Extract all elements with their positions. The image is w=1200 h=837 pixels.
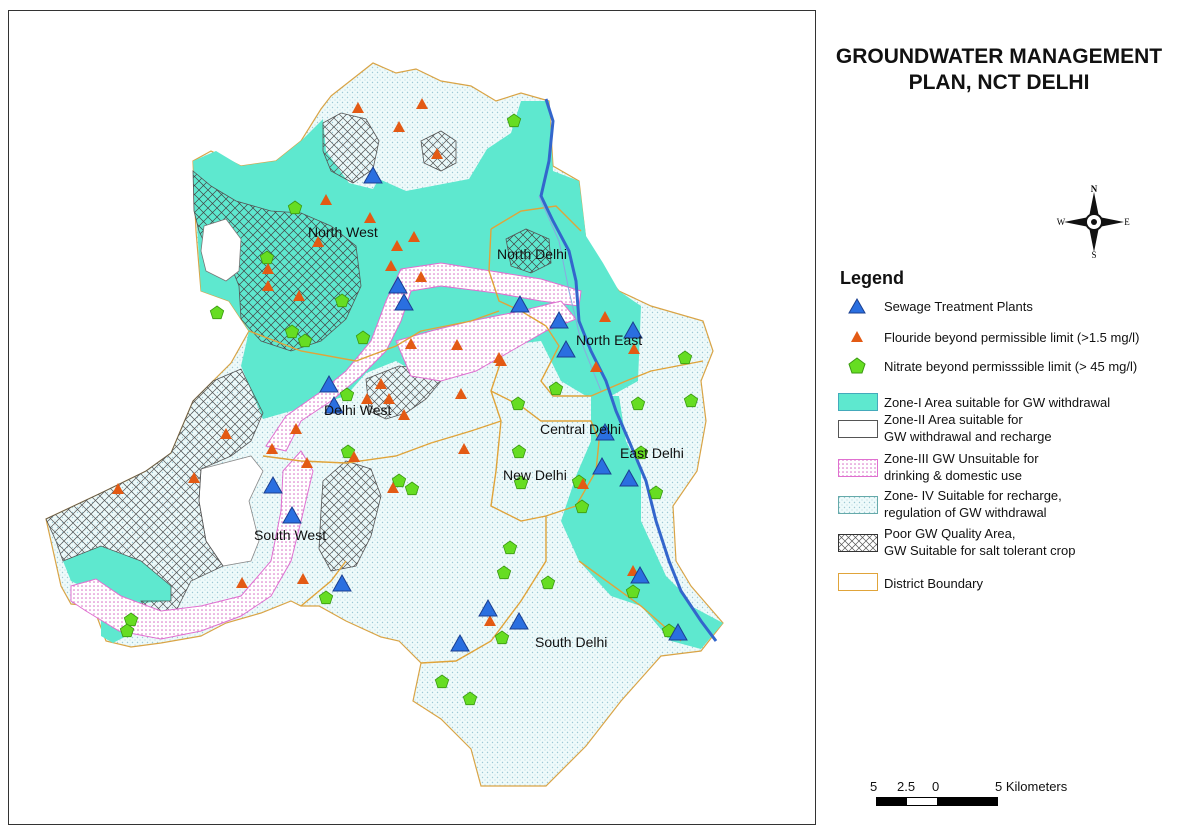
scale-label-5: 5 — [870, 779, 878, 794]
map-title — [818, 44, 1180, 96]
groundwater-zone-map — [9, 11, 817, 826]
scale-seg-1 — [877, 798, 907, 805]
legend-label-zone4-l2: regulation of GW withdrawal — [884, 505, 1047, 520]
compass-w: W — [1056, 217, 1066, 227]
legend-label-district: District Boundary — [884, 576, 983, 591]
scale-seg-3 — [937, 798, 997, 805]
label-north-delhi: North Delhi — [497, 246, 568, 262]
zone1-swatch — [838, 393, 878, 411]
label-new-delhi: New Delhi — [503, 467, 567, 483]
legend-label-poor-l2: GW Suitable for salt tolerant crop — [884, 543, 1076, 558]
legend-label-zone3-l1: Zone-III GW Unsuitable for — [884, 451, 1039, 466]
label-south-west: South West — [254, 527, 327, 543]
compass-s: S — [1091, 250, 1097, 260]
district-boundary-swatch — [838, 573, 878, 591]
compass-e: E — [1124, 217, 1130, 227]
legend-label-poor-l1: Poor GW Quality Area, — [884, 526, 1016, 541]
legend-label-zone2-l1: Zone-II Area suitable for — [884, 412, 1023, 427]
scale-label-5-km: 5 Kilometers — [995, 779, 1068, 794]
nitrate-marker — [210, 306, 223, 319]
legend-label-zone4-l1: Zone- IV Suitable for recharge, — [884, 488, 1062, 503]
zone3-swatch — [838, 459, 878, 477]
scale-label-0: 0 — [932, 779, 940, 794]
legend-label-zone3-l2: drinking & domestic use — [884, 468, 1023, 483]
compass-rose-icon — [1058, 186, 1130, 258]
legend-label-nitrate: Nitrate beyond permisssible limit (> 45 mg/l) — [884, 359, 1138, 374]
label-south-delhi: South Delhi — [535, 634, 608, 650]
scale-seg-2 — [907, 798, 937, 805]
map-title-line-2: PLAN, NCT DELHI — [908, 71, 1090, 94]
legend-label-zone2-l2: GW withdrawal and recharge — [884, 429, 1052, 444]
poor-gw-swatch — [838, 534, 878, 552]
label-north-west: North West — [308, 224, 378, 240]
compass-n: N — [1090, 184, 1098, 194]
label-central-delhi: Central Delhi — [540, 421, 621, 437]
legend-title: Legend — [840, 268, 905, 288]
legend-label-stp: Sewage Treatment Plants — [884, 299, 1033, 314]
legend-label-zone1: Zone-I Area suitable for GW withdrawal — [884, 395, 1111, 410]
legend-label-fluoride: Flouride beyond permissible limit (>1.5 mg/l) — [884, 330, 1140, 345]
label-east-delhi: East Delhi — [620, 445, 684, 461]
nitrate-pentagon-icon — [848, 357, 866, 375]
zone4-swatch — [838, 496, 878, 514]
map-title-line-1: GROUNDWATER MANAGEMENT — [835, 45, 1163, 68]
stp-triangle-icon — [848, 298, 866, 314]
scale-bar — [876, 797, 998, 806]
label-north-east: North East — [576, 332, 643, 348]
scale-label-2-5: 2.5 — [897, 779, 916, 794]
fluoride-triangle-icon — [850, 330, 864, 343]
map-frame — [8, 10, 816, 825]
label-delhi-west: Delhi West — [324, 402, 392, 418]
zone2-swatch — [838, 420, 878, 438]
